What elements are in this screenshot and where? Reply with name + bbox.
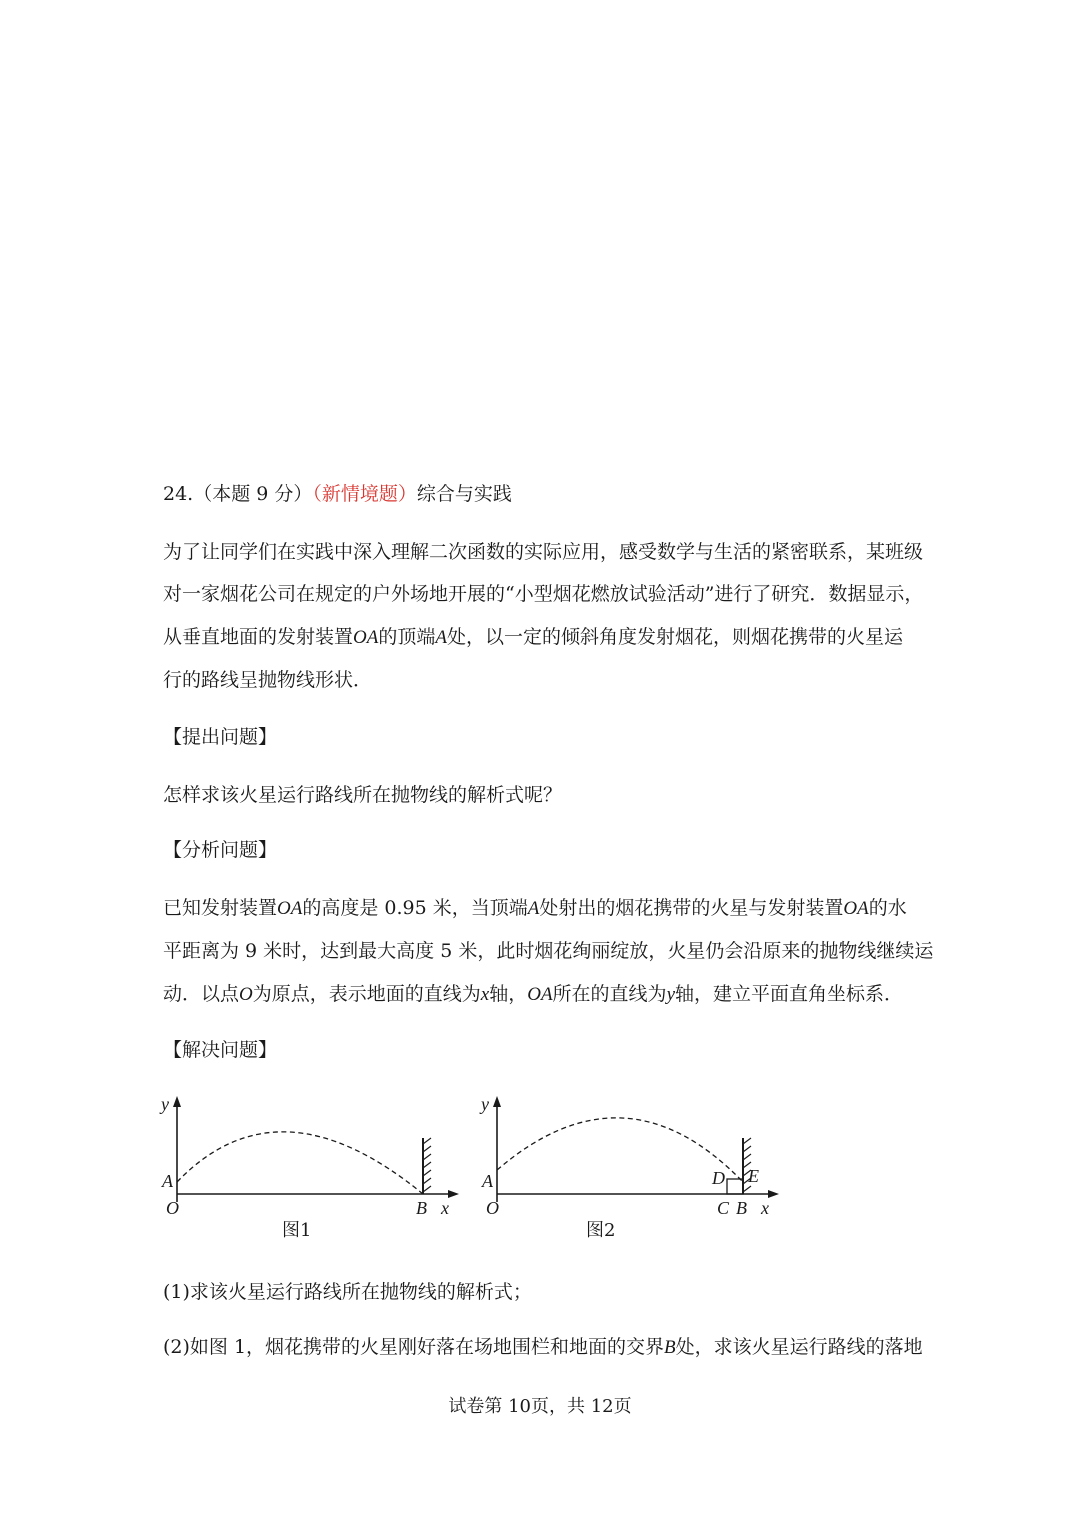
figure-1-caption: 图1 (282, 1220, 312, 1241)
label-b: B (736, 1198, 747, 1218)
intro-line-1: 为了让同学们在实践中深入理解二次函数的实际应用，感受数学与生活的紧密联系，某班级 (163, 541, 924, 563)
label-a: A (162, 1171, 173, 1191)
question-text: (2)如图 1，烟花携带的火星刚好落在场地围栏和地面的交界 (163, 1336, 665, 1358)
page-footer: 试卷第 10页，共 12页 (448, 1396, 632, 1417)
section-heading-solve-question: 【解决问题】 (163, 1039, 278, 1061)
analysis-text: 的高度是 0.95 米，当顶端 (302, 897, 528, 919)
math-b: B (664, 1337, 676, 1358)
question-text: 处，求该火星运行路线的落地 (675, 1336, 923, 1358)
analysis-line-3 (163, 982, 903, 1007)
analysis-text: 已知发射装置 (163, 897, 278, 919)
question-header (163, 482, 512, 506)
question-score: （本题 9 分） (193, 483, 313, 505)
section-text-raise-question: 怎样求该火星运行路线所在抛物线的解析式呢？ (163, 784, 563, 806)
label-y: y (481, 1094, 489, 1114)
intro-text: 从垂直地面的发射装置 (163, 626, 354, 648)
label-b: B (416, 1198, 427, 1218)
math-oa: OA (277, 898, 303, 919)
analysis-text: 轴，建立平面直角坐标系． (675, 983, 904, 1005)
label-o: O (166, 1198, 179, 1218)
figure-2 (475, 1090, 795, 1220)
x-axis-arrow (448, 1190, 459, 1198)
label-y: y (161, 1094, 169, 1114)
analysis-text: 所在的直线为 (552, 983, 667, 1005)
analysis-line-2: 平距离为 9 米时，达到最大高度 5 米，此时烟花绚丽绽放，火星仍会沿原来的抛物线继续运 (163, 940, 934, 962)
math-y: y (666, 984, 675, 1005)
math-oa: OA (353, 627, 379, 648)
x-axis-arrow (768, 1190, 779, 1198)
label-e: E (748, 1166, 759, 1186)
y-axis-arrow (173, 1096, 181, 1107)
question-number: 24. (163, 483, 194, 505)
figure-2-caption: 图2 (586, 1220, 616, 1241)
sub-question-2 (163, 1335, 923, 1360)
question-tag: （新情境题） (312, 483, 417, 505)
math-oa: OA (843, 898, 869, 919)
math-a: A (435, 627, 447, 648)
math-x: x (480, 984, 490, 1005)
intro-line-4: 行的路线呈抛物线形状． (163, 669, 373, 691)
label-a: A (482, 1171, 493, 1191)
math-oa: OA (527, 984, 553, 1005)
section-heading-raise-question: 【提出问题】 (163, 726, 278, 748)
intro-text: 的顶端 (378, 626, 436, 648)
analysis-text: 为原点，表示地面的直线为 (252, 983, 481, 1005)
analysis-text: 动．以点 (163, 983, 240, 1005)
intro-line-3 (163, 625, 903, 650)
label-o: O (486, 1198, 499, 1218)
analysis-line-1 (163, 896, 907, 921)
label-c: C (717, 1198, 730, 1218)
analysis-text: 处射出的烟花携带的火星与发射装置 (539, 897, 844, 919)
parabola-path (497, 1118, 743, 1182)
intro-line-2: 对一家烟花公司在规定的户外场地开展的“小型烟花燃放试验活动”进行了研究．数据显示， (163, 583, 924, 605)
analysis-text: 轴， (489, 983, 528, 1005)
fence-hatching (423, 1138, 431, 1192)
parabola-path (177, 1132, 423, 1194)
intro-text: 处，以一定的倾斜角度发射烟花，则烟花携带的火星运 (446, 626, 903, 648)
question-title: 综合与实践 (416, 483, 512, 505)
math-a: A (527, 898, 540, 919)
label-x: x (441, 1198, 449, 1218)
analysis-text: 的水 (868, 897, 907, 919)
y-axis-arrow (493, 1096, 501, 1107)
label-d: D (712, 1168, 725, 1188)
figure-1 (155, 1090, 475, 1220)
section-heading-analyze-question: 【分析问题】 (163, 839, 278, 861)
math-o: O (239, 984, 253, 1005)
rectangle-cdeb (727, 1179, 743, 1194)
label-x: x (761, 1198, 769, 1218)
sub-question-1: (1)求该火星运行路线所在抛物线的解析式； (163, 1281, 532, 1303)
